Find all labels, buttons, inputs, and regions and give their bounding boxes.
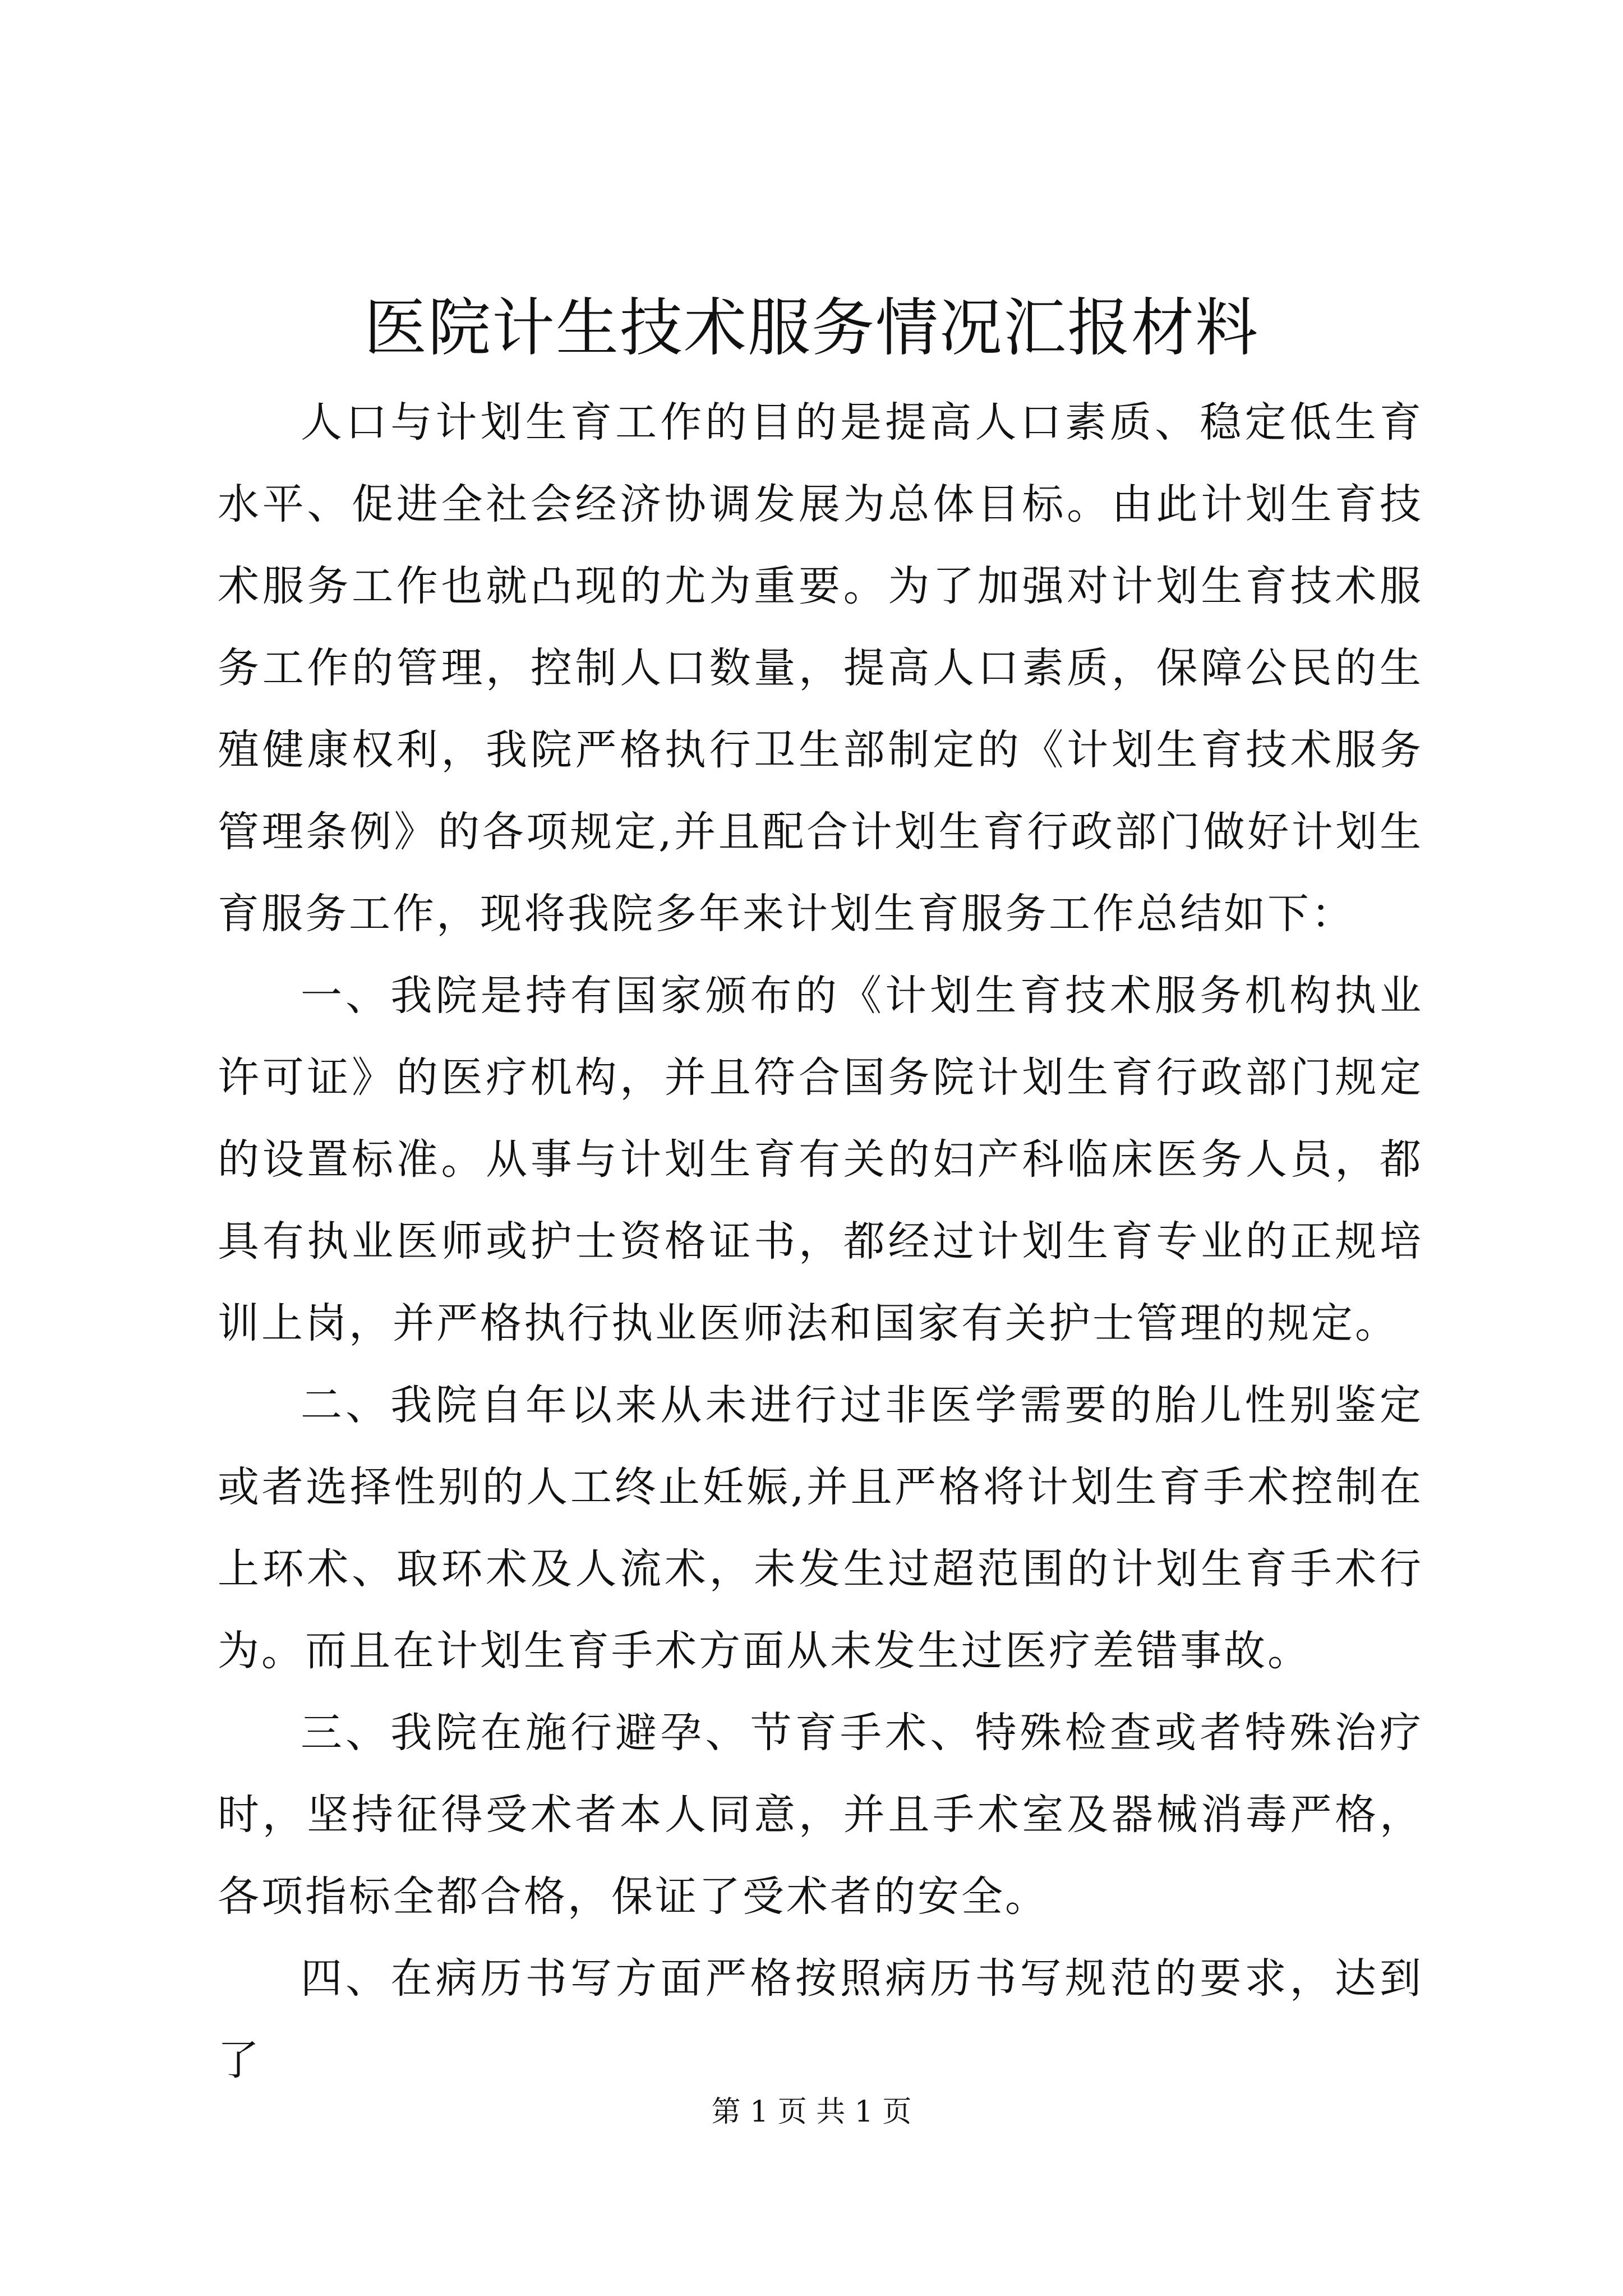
document-title: 医院计生技术服务情况汇报材料 xyxy=(364,292,1259,365)
paragraph-section-3: 三、我院在施行避孕、节育手术、特殊检查或者特殊治疗时，坚持征得受术者本人同意，并且手术室及器械消毒严格，各项指标全都合格，保证了受术者的安全。 xyxy=(218,1709,1423,1921)
paragraph-section-1: 一、我院是持有国家颁布的《计划生育技术服务机构执业许可证》的医疗机构，并且符合国务院计划生育行政部门规定的设置标准。从事与计划生育有关的妇产科临床医务人员，都具有执业医师或护士资格证书，都经过计划生育专业的正规培训上岗，并严格执行执业医师法和国家有关护士管理的规定。 xyxy=(218,972,1423,1347)
paragraph-section-2: 二、我院自年以来从未进行过非医学需要的胎儿性别鉴定或者选择性别的人工终止妊娠,并且严格将计划生育手术控制在上环术、取环术及人流术，未发生过超范围的计划生育手术行为。而且在计划生育手术方面从未发生过医疗差错事故。 xyxy=(218,1381,1423,1675)
page-footer: 第 1 页 共 1 页 xyxy=(711,2095,912,2129)
paragraph-section-4: 四、在病历书写方面严格按照病历书写规范的要求，达到了 xyxy=(218,1954,1423,2085)
document-body xyxy=(218,381,1423,2101)
paragraph-intro: 人口与计划生育工作的目的是提高人口素质、稳定低生育水平、促进全社会经济协调发展为总体目标。由此计划生育技术服务工作也就凸现的尤为重要。为了加强对计划生育技术服务工作的管理，控制人口数量，提高人口素质，保障公民的生殖健康权利，我院严格执行卫生部制定的《计划生育技术服务管理条例》的各项规定,并且配合计划生育行政部门做好计划生育服务工作，现将我院多年来计划生育服务工作总结如下： xyxy=(218,398,1423,938)
